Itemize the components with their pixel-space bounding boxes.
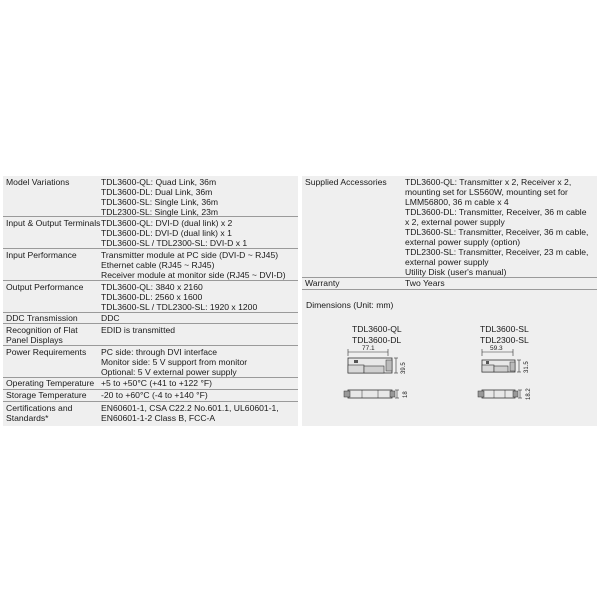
- spec-label: Certifications and Standards*: [6, 403, 73, 423]
- spec-value: Two Years: [405, 278, 445, 288]
- depth-label: 18: [403, 391, 409, 398]
- transmitter-top-view: [482, 360, 515, 372]
- spec-row-certifications: [3, 402, 298, 426]
- spec-row-output-performance: [3, 281, 298, 313]
- spec-label: Warranty: [305, 278, 340, 288]
- spec-table: [3, 176, 298, 426]
- spec-row-input-performance: [3, 249, 298, 281]
- transmitter-side-view: [344, 390, 395, 398]
- height-label: 31.5: [524, 361, 530, 373]
- depth-dimension-line: [518, 390, 522, 398]
- spec-value: EN60601-1, CSA C22.2 No.601.1, UL60601-1, EN60601-1-2 Class B, FCC-A: [101, 403, 279, 423]
- spec-value: DDC: [101, 313, 120, 323]
- spec-label: Input Performance: [6, 250, 77, 260]
- spec-row-operating-temp: [3, 378, 298, 390]
- spec-label: Supplied Accessories: [305, 177, 387, 187]
- spec-value: TDL3600-QL: Transmitter x 2, Receiver x 2, mounting set for LS560W, mounting set for LMM56800, 36 m cable x 4 TDL3600-DL: Transmitter, Receiver, 36 m cable x 2, external power supply TDL3600-SL: Transmitter, Receiver, 36 m cable, external power supply (option) TDL2300-SL: Transmitter, Receiver, 23 m cable, external power supply Utility Disk (user's manual): [405, 177, 589, 277]
- height-dimension-line: [517, 360, 521, 372]
- depth-label: 18.2: [526, 388, 532, 400]
- accessories-panel: [302, 176, 597, 426]
- spec-row-model-variations: [3, 176, 298, 217]
- dimension-drawings: [302, 176, 597, 426]
- spec-value: +5 to +50°C (+41 to +122 °F): [101, 378, 213, 388]
- spec-row-storage-temp: [3, 390, 298, 402]
- spec-value: TDL3600-QL: 3840 x 2160 TDL3600-DL: 2560 x 1600 TDL3600-SL / TDL2300-SL: 1920 x 1200: [101, 282, 258, 312]
- width-label: 59.3: [490, 345, 503, 352]
- spec-row-power: [3, 346, 298, 378]
- spec-label: Storage Temperature: [6, 390, 87, 400]
- spec-value: PC side: through DVI interface Monitor side: 5 V support from monitor Optional: 5 V external power supply: [101, 347, 248, 377]
- spec-row-flat-panel: [3, 324, 298, 346]
- height-dimension-line: [394, 358, 398, 373]
- model-name: TDL2300-SL: [480, 335, 529, 345]
- spec-label: Output Performance: [6, 282, 84, 292]
- spec-label: Input & Output Terminals: [6, 218, 101, 228]
- model-name: TDL3600-SL: [480, 324, 529, 334]
- depth-dimension-line: [395, 390, 399, 398]
- width-label: 77.1: [362, 345, 375, 352]
- spec-label: Model Variations: [6, 177, 70, 187]
- model-name: TDL3600-DL: [352, 335, 402, 345]
- spec-row-ddc: [3, 313, 298, 324]
- model-name: TDL3600-QL: [352, 324, 402, 334]
- height-label: 39.5: [401, 362, 407, 374]
- spec-value: Transmitter module at PC side (DVI-D ~ RJ45) Ethernet cable (RJ45 ~ RJ45) Receiver module at monitor side (RJ45 ~ DVI-D): [101, 250, 286, 280]
- spec-value: EDID is transmitted: [101, 325, 176, 335]
- spec-label: Operating Temperature: [6, 378, 95, 388]
- spec-row-io-terminals: [3, 217, 298, 249]
- spec-value: TDL3600-QL: DVI-D (dual link) x 2 TDL3600-DL: DVI-D (dual link) x 1 TDL3600-SL / TDL2300-SL: DVI-D x 1: [101, 218, 248, 248]
- transmitter-side-view: [478, 390, 518, 398]
- spec-label: Power Requirements: [6, 347, 87, 357]
- spec-label: Recognition of Flat Panel Displays: [6, 325, 78, 345]
- spec-label: DDC Transmission: [6, 313, 78, 323]
- dimensions-title: Dimensions (Unit: mm): [306, 300, 394, 310]
- transmitter-top-view: [348, 358, 392, 373]
- spec-value: TDL3600-QL: Quad Link, 36m TDL3600-DL: Dual Link, 36m TDL3600-SL: Single Link, 36m TDL2300-SL: Single Link, 23m: [101, 177, 219, 217]
- spec-value: -20 to +60°C (-4 to +140 °F): [101, 390, 208, 400]
